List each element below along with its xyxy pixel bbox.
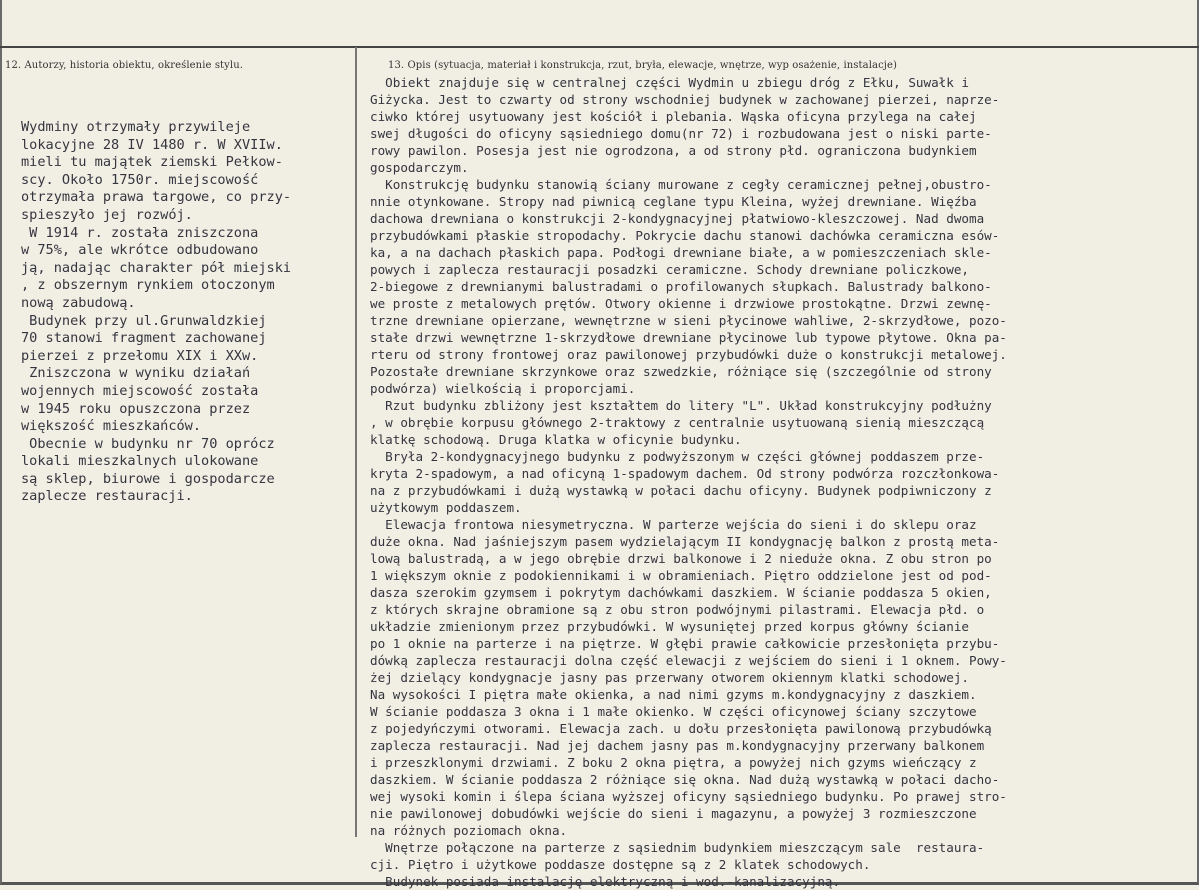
- history-line: nową zabudową.: [21, 294, 136, 311]
- description-line: i przeszklonymi drzwiami. Z boku 2 okna piętra, a powyżej nich gzyms wieńczący z: [370, 755, 977, 770]
- description-line: dasza szerokim gzymsem i pokrytym dachówkami daszkiem. W ścianie poddasza 5 okien,: [370, 585, 992, 600]
- description-line: we proste z metalowych prętów. Otwory okienne i drzwiowe prostokątne. Drzwi zewnę-: [370, 296, 992, 311]
- description-line: cji. Piętro i użytkowe poddasze dostępne są z 2 klatek schodowych.: [370, 857, 871, 872]
- description-line: dówką zaplecza restauracji dolna część elewacji z wejściem do sieni i 1 oknem. Powy-: [370, 653, 1007, 668]
- description-line: Bryła 2-kondygnacyjnego budynku z podwyższonym w części głównej poddaszem prze-: [370, 449, 985, 464]
- description-line: Budynek posiada instalację elektryczną i wod.-kanalizacyjną.: [370, 874, 841, 889]
- description-line: 2-biegowe z drewnianymi balustradami o profilowanych słupkach. Balustrady balkono-: [370, 279, 992, 294]
- history-line: ją, nadając charakter pół miejski: [21, 259, 292, 276]
- description-line: wej wysoki komin i ślepa ściana wyższej oficyny sąsiedniego budynku. Po prawej stro-: [370, 789, 1007, 804]
- description-line: klatkę schodową. Druga klatka w oficynie budynku.: [370, 432, 742, 447]
- description-line: ka, a na dachach płaskich papa. Podłogi drewniane białe, a w pomieszczeniach skle-: [370, 245, 992, 260]
- description-line: Obiekt znajduje się w centralnej części Wydmin u zbiegu dróg z Ełku, Suwałk i: [370, 75, 969, 90]
- description-line: układzie zmienionym przez przybudówki. W wysuniętej przed korpus główny ścianie: [370, 619, 969, 634]
- description-line: Rzut budynku zbliżony jest kształtem do litery "L". Układ konstrukcyjny podłużny: [370, 398, 992, 413]
- description-line: stałe drzwi wewnętrzne 1-skrzydłowe drewniane płycinowe lub typowe płytowe. Okna pa-: [370, 330, 1007, 345]
- description-line: Giżycka. Jest to czwarty od strony wschodniej budynek w zachowanej pierzei, naprze-: [370, 92, 1000, 107]
- description-line: użytkowym poddaszem.: [370, 500, 522, 515]
- history-line: Budynek przy ul.Grunwaldzkiej: [21, 312, 267, 329]
- history-line: Zniszczona w wyniku działań: [21, 365, 251, 382]
- description-line: , w obrębie korpusu głównego 2-traktowy z centralnie usytuowaną sienią mieszczącą: [370, 415, 985, 430]
- description-line: daszkiem. W ścianie poddasza 2 różniące się okna. Nad dużą wystawką w połaci dacho-: [370, 772, 1000, 787]
- history-line: W 1914 r. została zniszczona: [21, 224, 259, 241]
- history-line: lokacyjne 28 IV 1480 r. W XVIIw.: [21, 136, 283, 153]
- description-line: Konstrukcję budynku stanowią ściany murowane z cegły ceramicznej pełnej,obustro-: [370, 177, 992, 192]
- description-line: powych i zaplecza restauracji posadzki ceramiczne. Schody drewniane policzkowe,: [370, 262, 969, 277]
- history-line: , z obszernym rynkiem otoczonym: [21, 277, 275, 294]
- history-line: większość mieszkańców.: [21, 418, 202, 435]
- description-line: Pozostałe drewniane skrzynkowe oraz szwedzkie, różniące się (szczególnie od strony: [370, 364, 992, 379]
- description-line: kryta 2-spadowym, a nad oficyną 1-spadowym dachem. Od strony podwórza rozczłonkowa-: [370, 466, 1000, 481]
- history-line: wojennych miejscowość została: [21, 382, 259, 399]
- history-line: Obecnie w budynku nr 70 oprócz: [21, 435, 275, 452]
- description-line: Elewacja frontowa niesymetryczna. W parterze wejścia do sieni i do sklepu oraz: [370, 517, 977, 532]
- description-line: nie pawilonowej dobudówki wejście do sieni i magazynu, a powyżej 3 rozmieszczone: [370, 806, 977, 821]
- history-line: spieszyło jej rozwój.: [21, 206, 193, 223]
- description-line: trzne drewniane opierzane, wewnętrzne w sieni płycinowe wahliwe, 2-skrzydłowe, pozo-: [370, 313, 1007, 328]
- history-line: w 1945 roku opuszczona przez: [21, 400, 251, 417]
- description-line: dachowa drewniana o konstrukcji 2-kondygnacyjnej płatwiowo-kleszczowej. Nad dwoma: [370, 211, 985, 226]
- top-rule: [0, 46, 1199, 48]
- description-line: ciwko której usytuowany jest kościół i plebania. Wąska oficyna przylega na całej: [370, 109, 977, 124]
- description-line: zaplecza restauracji. Nad jej dachem jasny pas m.kondygnacyjny przerwany balkonem: [370, 738, 985, 753]
- description-text: [370, 74, 1007, 890]
- description-line: nnie otynkowane. Stropy nad piwnicą ceglane typu Kleina, wyżej drewniane. Więźba: [370, 194, 977, 209]
- history-line: lokali mieszkalnych ulokowane: [21, 453, 259, 470]
- history-line: w 75%, ale wkrótce odbudowano: [21, 242, 259, 259]
- description-line: na różnych poziomach okna.: [370, 823, 568, 838]
- description-line: duże okna. Nad jaśniejszym pasem wydzielającym II kondygnację balkon z prostą meta-: [370, 534, 1000, 549]
- history-line: Wydminy otrzymały przywileje: [21, 119, 251, 135]
- description-line: na z przybudówkami i dużą wystawką w połaci dachu oficyny. Budynek podpiwniczony z: [370, 483, 992, 498]
- description-line: z pojedyńczymi otworami. Elewacja zach. u dołu przesłonięta pawilonową przybudówką: [370, 721, 992, 736]
- description-line: przybudówkami płaskie stropodachy. Pokrycie dachu stanowi dachówka ceramiczna esów-: [370, 228, 1000, 243]
- history-line: otrzymała prawa targowe, co przy-: [21, 189, 292, 206]
- description-line: 1 większym oknie z podokiennikami i w obramieniach. Piętro oddzielone jest od pod-: [370, 568, 992, 583]
- description-line: podwórza) wielkością i proporcjami.: [370, 381, 636, 396]
- history-line: scy. Około 1750r. miejscowość: [21, 171, 259, 188]
- section-header-description: 13. Opis (sytuacja, materiał i konstrukcja, rzut, bryła, elewacje, wnętrze, wyp osażenie, instalacje): [388, 60, 897, 71]
- description-line: rteru od strony frontowej oraz pawilonowej przybudówki duże o konstrukcji metalowej.: [370, 347, 1007, 362]
- description-line: lową balustradą, a w jego obrębie drzwi balkonowe i 2 nieduże okna. Z obu stron po: [370, 551, 992, 566]
- description-line: swej długości do oficyny sąsiedniego domu(nr 72) i rozbudowana jest o niski parte-: [370, 126, 992, 141]
- history-line: 70 stanowi fragment zachowanej: [21, 330, 267, 347]
- column-divider: [355, 47, 357, 837]
- description-line: gospodarczym.: [370, 160, 469, 175]
- section-header-history: 12. Autorzy, historia obiektu, określenie stylu.: [5, 60, 244, 71]
- history-line: pierzei z przełomu XIX i XXw.: [21, 347, 259, 364]
- description-line: Na wysokości I piętra małe okienka, a nad nimi gzyms m.kondygnacyjny z daszkiem.: [370, 687, 977, 702]
- history-line: mieli tu majątek ziemski Pełkow-: [21, 154, 283, 171]
- description-line: rowy pawilon. Posesja jest nie ogrodzona, a od strony płd. ograniczona budynkiem: [370, 143, 977, 158]
- description-line: Wnętrze połączone na parterze z sąsiednim budynkiem mieszczącym sale restaura-: [370, 840, 985, 855]
- description-line: po 1 oknie na parterze i na piętrze. W głębi prawie całkowicie przesłonięta przybu-: [370, 636, 1000, 651]
- history-line: zaplecze restauracji.: [21, 488, 193, 505]
- description-line: żej dzielący kondygnacje jasny pas przerwany otworem okiennym klatki schodowej.: [370, 670, 969, 685]
- history-line: są sklep, biurowe i gospodarcze: [21, 470, 275, 487]
- description-line: W ścianie poddasza 3 okna i 1 małe okienko. W części oficynowej ściany szczytowe: [370, 704, 977, 719]
- history-text: [21, 119, 291, 506]
- description-line: z których skrajne obramione są z obu stron podwójnymi pilastrami. Elewacja płd. o: [370, 602, 985, 617]
